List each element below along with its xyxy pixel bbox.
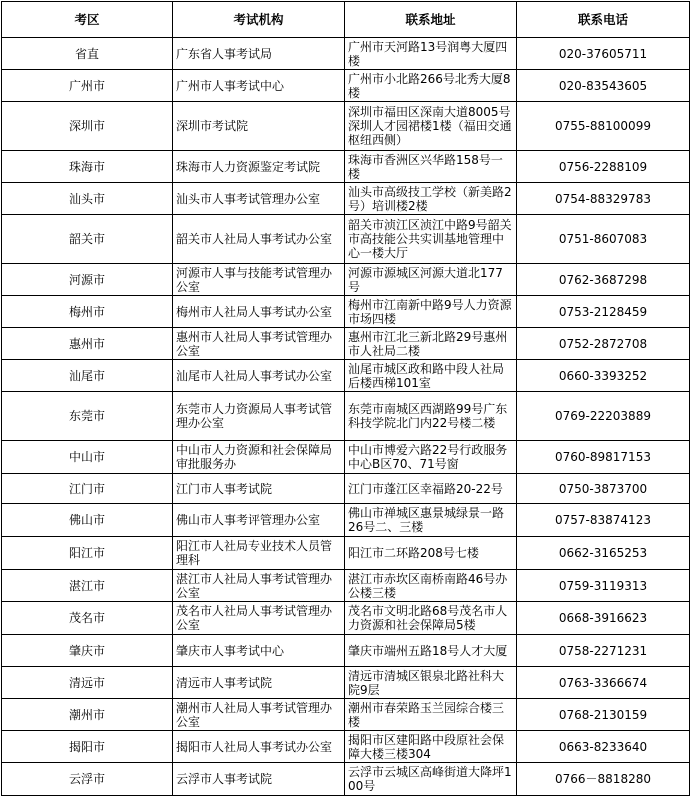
cell-address: 珠海市香洲区兴华路158号一楼 xyxy=(345,151,517,183)
cell-region: 深圳市 xyxy=(2,102,173,151)
table-row xyxy=(2,699,690,731)
table-row xyxy=(2,635,690,667)
table-row xyxy=(2,474,690,504)
cell-agency: 惠州市人社局人事考试管理办公室 xyxy=(173,328,345,360)
cell-phone: 0668-3916623 xyxy=(517,602,690,635)
cell-region: 云浮市 xyxy=(2,763,173,796)
cell-agency: 汕尾市人社局人事考试办公室 xyxy=(173,360,345,392)
cell-address: 湛江市赤坎区南桥南路46号办公楼三楼 xyxy=(345,570,517,602)
table-row xyxy=(2,328,690,360)
cell-agency: 河源市人事与技能考试管理办公室 xyxy=(173,264,345,296)
cell-phone: 0768-2130159 xyxy=(517,699,690,731)
cell-address: 深圳市福田区深南大道8005号深圳人才园裙楼1楼（福田交通枢纽西侧） xyxy=(345,102,517,151)
cell-address: 潮州市春荣路玉兰园综合楼三楼 xyxy=(345,699,517,731)
cell-region: 广州市 xyxy=(2,70,173,102)
cell-region: 揭阳市 xyxy=(2,731,173,763)
table-row xyxy=(2,667,690,699)
cell-address: 清远市清城区银泉北路社科大院9层 xyxy=(345,667,517,699)
cell-phone: 0766－8818280 xyxy=(517,763,690,796)
cell-agency: 潮州市人社局人事考试管理办公室 xyxy=(173,699,345,731)
cell-region: 清远市 xyxy=(2,667,173,699)
cell-region: 省直 xyxy=(2,38,173,70)
cell-region: 惠州市 xyxy=(2,328,173,360)
table-body xyxy=(2,38,690,796)
cell-agency: 肇庆市人事考试中心 xyxy=(173,635,345,667)
header-region: 考区 xyxy=(2,2,173,38)
cell-address: 中山市博爱六路22号行政服务中心B区70、71号窗 xyxy=(345,441,517,474)
table-row xyxy=(2,360,690,392)
cell-address: 东莞市南城区西湖路99号广东科技学院北门内22号楼二楼 xyxy=(345,392,517,441)
table-row xyxy=(2,763,690,796)
cell-phone: 0756-2288109 xyxy=(517,151,690,183)
cell-phone: 0759-3119313 xyxy=(517,570,690,602)
cell-phone: 0660-3393252 xyxy=(517,360,690,392)
table-row xyxy=(2,602,690,635)
cell-phone: 0760-89817153 xyxy=(517,441,690,474)
cell-agency: 佛山市人事考评管理办公室 xyxy=(173,504,345,537)
table-row xyxy=(2,70,690,102)
cell-agency: 汕头市人事考试管理办公室 xyxy=(173,183,345,215)
header-phone: 联系电话 xyxy=(517,2,690,38)
cell-agency: 广东省人事考试局 xyxy=(173,38,345,70)
cell-region: 中山市 xyxy=(2,441,173,474)
cell-address: 河源市源城区河源大道北177号 xyxy=(345,264,517,296)
cell-address: 茂名市文明北路68号茂名市人力资源和社会保障局5楼 xyxy=(345,602,517,635)
cell-phone: 0769-22203889 xyxy=(517,392,690,441)
table-row xyxy=(2,183,690,215)
cell-address: 佛山市禅城区惠景城绿景一路 26号二、三楼 xyxy=(345,504,517,537)
cell-region: 佛山市 xyxy=(2,504,173,537)
cell-agency: 广州市人事考试中心 xyxy=(173,70,345,102)
cell-phone: 0755-88100099 xyxy=(517,102,690,151)
cell-agency: 湛江市人社局人事考试管理办公室 xyxy=(173,570,345,602)
cell-agency: 韶关市人社局人事考试办公室 xyxy=(173,215,345,264)
cell-region: 韶关市 xyxy=(2,215,173,264)
table-row xyxy=(2,537,690,570)
cell-address: 阳江市二环路208号七楼 xyxy=(345,537,517,570)
table-row xyxy=(2,151,690,183)
cell-address: 汕头市高级技工学校（新美路2号）培训楼2楼 xyxy=(345,183,517,215)
cell-address: 揭阳市区建阳路中段原社会保障大楼三楼304 xyxy=(345,731,517,763)
cell-phone: 0751-8607083 xyxy=(517,215,690,264)
cell-phone: 0662-3165253 xyxy=(517,537,690,570)
cell-agency: 云浮市人事考试院 xyxy=(173,763,345,796)
cell-address: 云浮市云城区高峰街道大降坪100号 xyxy=(345,763,517,796)
cell-phone: 0763-3366674 xyxy=(517,667,690,699)
cell-address: 肇庆市端州五路18号人才大厦 xyxy=(345,635,517,667)
cell-region: 汕尾市 xyxy=(2,360,173,392)
table-row xyxy=(2,441,690,474)
cell-region: 河源市 xyxy=(2,264,173,296)
cell-agency: 深圳市考试院 xyxy=(173,102,345,151)
table-row xyxy=(2,731,690,763)
table-row xyxy=(2,102,690,151)
cell-address: 江门市蓬江区幸福路20-22号 xyxy=(345,474,517,504)
cell-phone: 020-83543605 xyxy=(517,70,690,102)
cell-region: 潮州市 xyxy=(2,699,173,731)
table-row xyxy=(2,504,690,537)
cell-agency: 珠海市人力资源鉴定考试院 xyxy=(173,151,345,183)
cell-address: 广州市天河路13号润粤大厦四楼 xyxy=(345,38,517,70)
cell-phone: 0758-2271231 xyxy=(517,635,690,667)
cell-agency: 中山市人力资源和社会保障局审批服务办 xyxy=(173,441,345,474)
cell-phone: 0754-88329783 xyxy=(517,183,690,215)
cell-phone: 0752-2872708 xyxy=(517,328,690,360)
table-row xyxy=(2,215,690,264)
cell-address: 广州市小北路266号北秀大厦8楼 xyxy=(345,70,517,102)
table-row xyxy=(2,570,690,602)
cell-region: 茂名市 xyxy=(2,602,173,635)
cell-region: 肇庆市 xyxy=(2,635,173,667)
cell-region: 梅州市 xyxy=(2,296,173,328)
cell-phone: 0757-83874123 xyxy=(517,504,690,537)
header-agency: 考试机构 xyxy=(173,2,345,38)
table-row xyxy=(2,264,690,296)
cell-address: 汕尾市城区政和路中段人社局后楼西梯101室 xyxy=(345,360,517,392)
cell-address: 韶关市浈江区浈江中路9号韶关市高技能公共实训基地管理中心一楼大厅 xyxy=(345,215,517,264)
cell-agency: 茂名市人社局人事考试管理办公室 xyxy=(173,602,345,635)
header-address: 联系地址 xyxy=(345,2,517,38)
cell-agency: 揭阳市人社局人事考试办公室 xyxy=(173,731,345,763)
table-row xyxy=(2,38,690,70)
cell-address: 惠州市江北三新北路29号惠州市人社局二楼 xyxy=(345,328,517,360)
cell-agency: 阳江市人社局专业技术人员管理科 xyxy=(173,537,345,570)
cell-region: 江门市 xyxy=(2,474,173,504)
cell-region: 汕头市 xyxy=(2,183,173,215)
cell-region: 珠海市 xyxy=(2,151,173,183)
cell-phone: 0762-3687298 xyxy=(517,264,690,296)
header-row xyxy=(2,2,690,38)
cell-agency: 东莞市人力资源局人事考试管理办公室 xyxy=(173,392,345,441)
cell-region: 湛江市 xyxy=(2,570,173,602)
cell-agency: 梅州市人社局人事考试办公室 xyxy=(173,296,345,328)
cell-phone: 0753-2128459 xyxy=(517,296,690,328)
cell-phone: 0663-8233640 xyxy=(517,731,690,763)
cell-agency: 江门市人事考试院 xyxy=(173,474,345,504)
cell-agency: 清远市人事考试院 xyxy=(173,667,345,699)
exam-agency-table xyxy=(1,1,690,796)
cell-address: 梅州市江南新中路9号人力资源市场四楼 xyxy=(345,296,517,328)
cell-region: 阳江市 xyxy=(2,537,173,570)
table-row xyxy=(2,392,690,441)
cell-region: 东莞市 xyxy=(2,392,173,441)
table-row xyxy=(2,296,690,328)
cell-phone: 020-37605711 xyxy=(517,38,690,70)
cell-phone: 0750-3873700 xyxy=(517,474,690,504)
